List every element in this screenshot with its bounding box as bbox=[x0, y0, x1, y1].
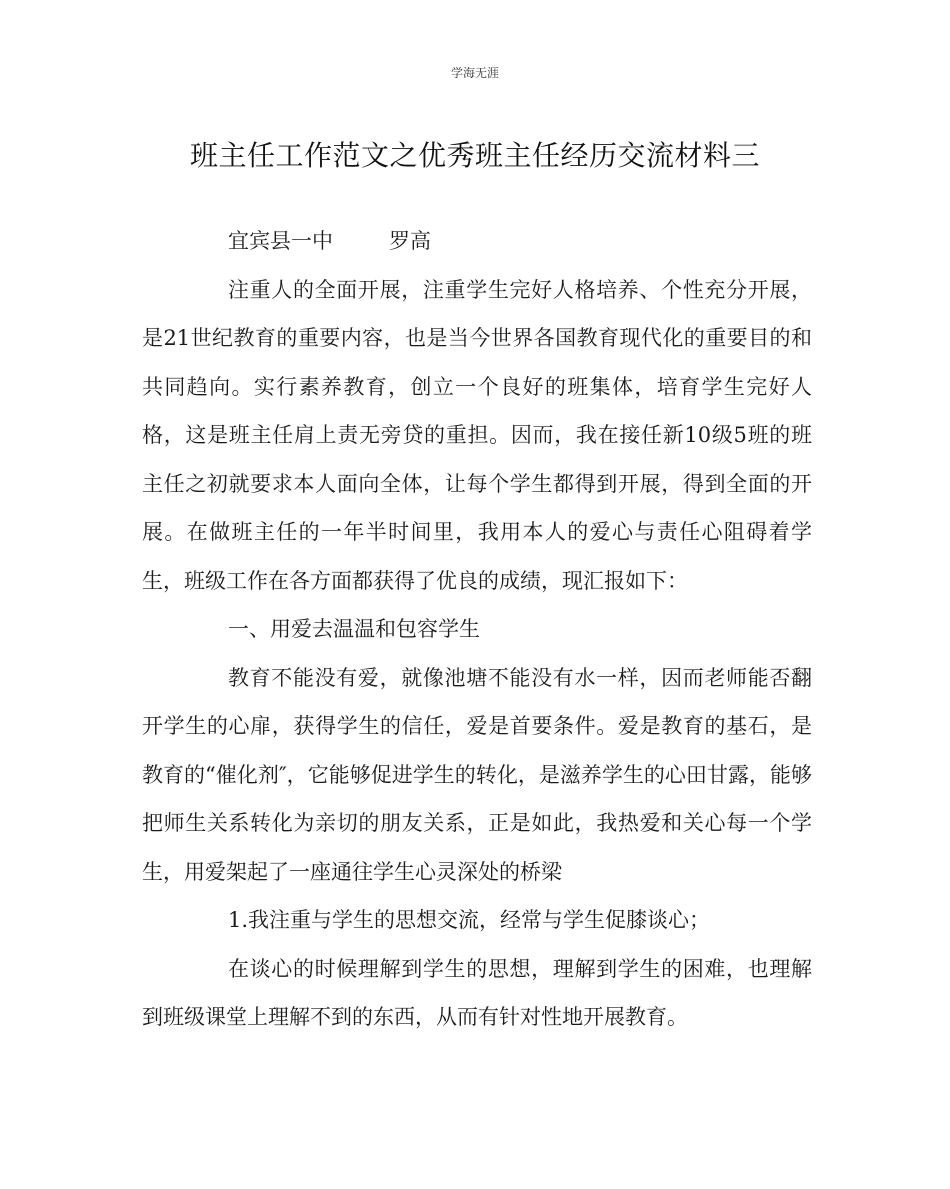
paragraph-intro: 注重人的全面开展，注重学生完好人格培养、个性充分开展，是21世纪教育的重要内容，也是当今世界各国教育现代化的重要目的和共同趋向。实行素养教育，创立一个良好的班集体，培育学生完好人格，这是班主任肩上责无旁贷的重担。因而，我在接任新10级5班的班主任之初就要求本人面向全体，让每个学生都得到开展，得到全面的开展。在做班主任的一年半时间里，我用本人的爱心与责任心阻碍着学生，班级工作在各方面都获得了优良的成绩，现汇报如下： bbox=[142, 277, 812, 593]
author-school: 宜宾县一中 bbox=[228, 229, 333, 253]
author-name: 罗高 bbox=[389, 229, 431, 253]
page-header: 学海无涯 bbox=[450, 66, 499, 80]
list-item-1: 1.我注重与学生的思想交流，经常与学生促膝谈心； bbox=[228, 908, 711, 932]
section-heading-1: 一、用爱去温温和包容学生 bbox=[228, 617, 480, 641]
document-body bbox=[142, 217, 812, 1042]
paragraph-love: 教育不能没有爱，就像池塘不能没有水一样，因而老师能否翻开学生的心扉，获得学生的信任，爱是首要条件。爱是教育的基石，是教育的“催化剂″，它能够促进学生的转化，是滋养学生的心田甘露，能够把师生关系转化为亲切的朋友关系，正是如此，我热爱和关心每一个学生，用爱架起了一座通往学生心灵深处的桥梁 bbox=[142, 665, 812, 884]
document-title: 班主任工作范文之优秀班主任经历交流材料三 bbox=[189, 139, 760, 172]
paragraph-talk: 在谈心的时候理解到学生的思想，理解到学生的困难，也理解到班级课堂上理解不到的东西，从而有针对性地开展教育。 bbox=[142, 956, 812, 1029]
author-line bbox=[142, 217, 812, 266]
